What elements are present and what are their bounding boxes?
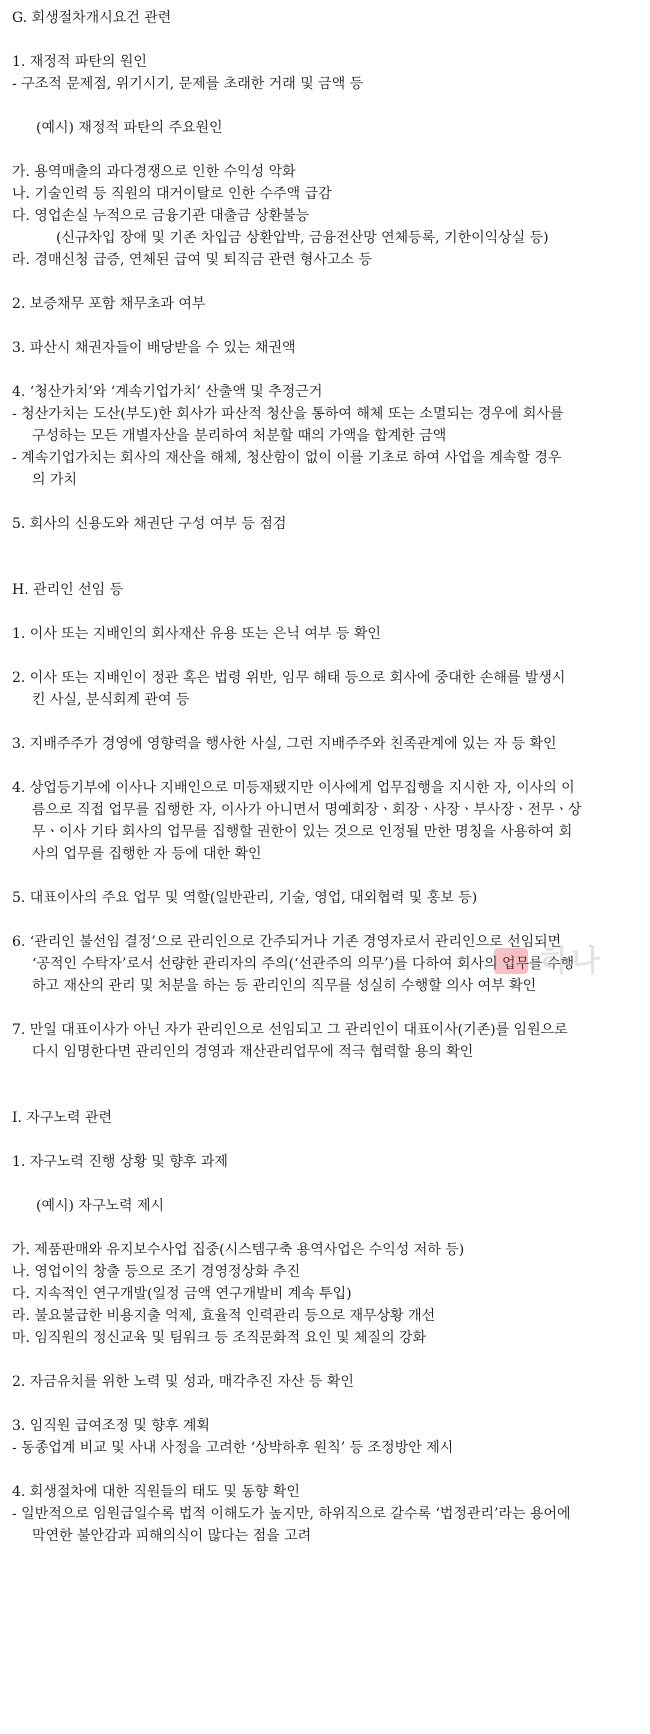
example-heading: (예시) 자구노력 제시 bbox=[36, 1198, 165, 1214]
bullet-line: - 일반적으로 임원급일수록 법적 이해도가 높지만, 하위직으로 갈수록 ‘법정관리’라는 용어에 bbox=[12, 1506, 571, 1522]
item-heading: 5. 회사의 신용도와 채권단 구성 여부 등 점검 bbox=[12, 516, 287, 532]
item-continuation: 사의 업무를 집행한 자 등에 대한 확인 bbox=[32, 846, 262, 862]
list-item: 라. 불요불급한 비용지출 억제, 효율적 인력관리 등으로 재무상황 개선 bbox=[12, 1308, 436, 1324]
bullet-line: - 구조적 문제점, 위기시기, 문제를 초래한 거래 및 금액 등 bbox=[12, 76, 364, 92]
item-heading: 2. 자금유치를 위한 노력 및 성과, 매각추진 자산 등 확인 bbox=[12, 1374, 354, 1390]
item-heading: 2. 보증채무 포함 채무초과 여부 bbox=[12, 296, 206, 312]
bullet-line: - 계속기업가치는 회사의 재산을 해체, 청산함이 없이 이를 기초로 하여 사업을 계속할 경우 bbox=[12, 450, 562, 466]
list-item: 나. 기술인력 등 직원의 대거이탈로 인한 수주액 급감 bbox=[12, 186, 332, 202]
item-heading: 4. ‘청산가치’와 ‘계속기업가치’ 산출액 및 추정근거 bbox=[12, 384, 323, 400]
item-continuation: 하고 재산의 관리 및 처분을 하는 등 관리인의 직무를 성실히 수행할 의사 여부 확인 bbox=[32, 978, 537, 994]
list-item-detail: (신규차입 장애 및 기존 차입금 상환압박, 금융전산망 연체등록, 기한이익상실 등) bbox=[56, 230, 549, 246]
item-continuation: 무ㆍ이사 기타 회사의 업무를 집행할 권한이 있는 것으로 인정될 만한 명칭을 사용하여 회 bbox=[32, 824, 573, 840]
bullet-continuation: 의 가치 bbox=[32, 472, 78, 488]
item-continuation: 킨 사실, 분식회계 관여 등 bbox=[32, 692, 190, 708]
item-heading: 4. 회생절차에 대한 직원들의 태도 및 동향 확인 bbox=[12, 1484, 300, 1500]
list-item: 다. 지속적인 연구개발(일정 금액 연구개발비 계속 투입) bbox=[12, 1286, 352, 1302]
item-heading: 6. ‘관리인 불선임 결정’으로 관리인으로 간주되거나 기존 경영자로서 관리인으로 선임되면 bbox=[12, 934, 562, 950]
bullet-line: - 동종업계 비교 및 사내 사정을 고려한 ‘상박하후 원칙’ 등 조정방안 제시 bbox=[12, 1440, 454, 1456]
item-continuation: ‘공적인 수탁자’로서 선량한 관리자의 주의(‘선관주의 의무’)를 다하여 회사의 업무를 수행 bbox=[32, 956, 575, 972]
item-heading: 3. 임직원 급여조정 및 향후 계획 bbox=[12, 1418, 210, 1434]
list-item: 마. 임직원의 정신교육 및 팀워크 등 조직문화적 요인 및 체질의 강화 bbox=[12, 1330, 427, 1346]
watermark-text: 하나 bbox=[540, 944, 602, 979]
bullet-continuation: 구성하는 모든 개별자산을 분리하여 처분할 때의 가액을 합계한 금액 bbox=[32, 428, 447, 444]
item-heading: 3. 파산시 채권자들이 배당받을 수 있는 채권액 bbox=[12, 340, 296, 356]
list-item: 가. 제품판매와 유지보수사업 집중(시스템구축 용역사업은 수익성 저하 등) bbox=[12, 1242, 465, 1258]
item-heading: 4. 상업등기부에 이사나 지배인으로 미등재됐지만 이사에게 업무집행을 지시한 자, 이사의 이 bbox=[12, 780, 575, 796]
list-item: 다. 영업손실 누적으로 금융기관 대출금 상환불능 bbox=[12, 208, 310, 224]
bullet-line: - 청산가치는 도산(부도)한 회사가 파산적 청산을 통하여 해체 또는 소멸되는 경우에 회사를 bbox=[12, 406, 564, 422]
item-heading: 5. 대표이사의 주요 업무 및 역할(일반관리, 기술, 영업, 대외협력 및 홍보 등) bbox=[12, 890, 478, 906]
item-heading: 1. 자구노력 진행 상황 및 향후 과제 bbox=[12, 1154, 228, 1170]
section-heading-i: I. 자구노력 관련 bbox=[12, 1110, 113, 1126]
item-heading: 1. 이사 또는 지배인의 회사재산 유용 또는 은닉 여부 등 확인 bbox=[12, 626, 381, 642]
section-heading-h: H. 관리인 선임 등 bbox=[12, 582, 124, 598]
item-continuation: 다시 임명한다면 관리인의 경영과 재산관리업무에 적극 협력할 용의 확인 bbox=[32, 1044, 474, 1060]
item-heading: 7. 만일 대표이사가 아닌 자가 관리인으로 선임되고 그 관리인이 대표이사(기존)를 임원으로 bbox=[12, 1022, 568, 1038]
item-heading: 1. 재정적 파탄의 원인 bbox=[12, 54, 147, 70]
item-heading: 3. 지배주주가 경영에 영향력을 행사한 사실, 그런 지배주주와 친족관계에 있는 자 등 확인 bbox=[12, 736, 557, 752]
list-item: 나. 영업이익 창출 등으로 조기 경영정상화 추진 bbox=[12, 1264, 301, 1280]
item-heading: 2. 이사 또는 지배인이 정관 혹은 법령 위반, 임무 해태 등으로 회사에 중대한 손해를 발생시 bbox=[12, 670, 566, 686]
section-heading-g: G. 회생절차개시요건 관련 bbox=[12, 10, 172, 26]
list-item: 라. 경매신청 급증, 연체된 급여 및 퇴직금 관련 형사고소 등 bbox=[12, 252, 373, 268]
item-continuation: 름으로 직접 업무를 집행한 자, 이사가 아니면서 명예회장ㆍ회장ㆍ사장ㆍ부사장ㆍ전무ㆍ상 bbox=[32, 802, 582, 818]
list-item: 가. 용역매출의 과다경쟁으로 인한 수익성 악화 bbox=[12, 164, 296, 180]
bullet-continuation: 막연한 불안감과 피해의식이 많다는 점을 고려 bbox=[32, 1528, 312, 1544]
example-heading: (예시) 재정적 파탄의 주요원인 bbox=[36, 120, 223, 136]
